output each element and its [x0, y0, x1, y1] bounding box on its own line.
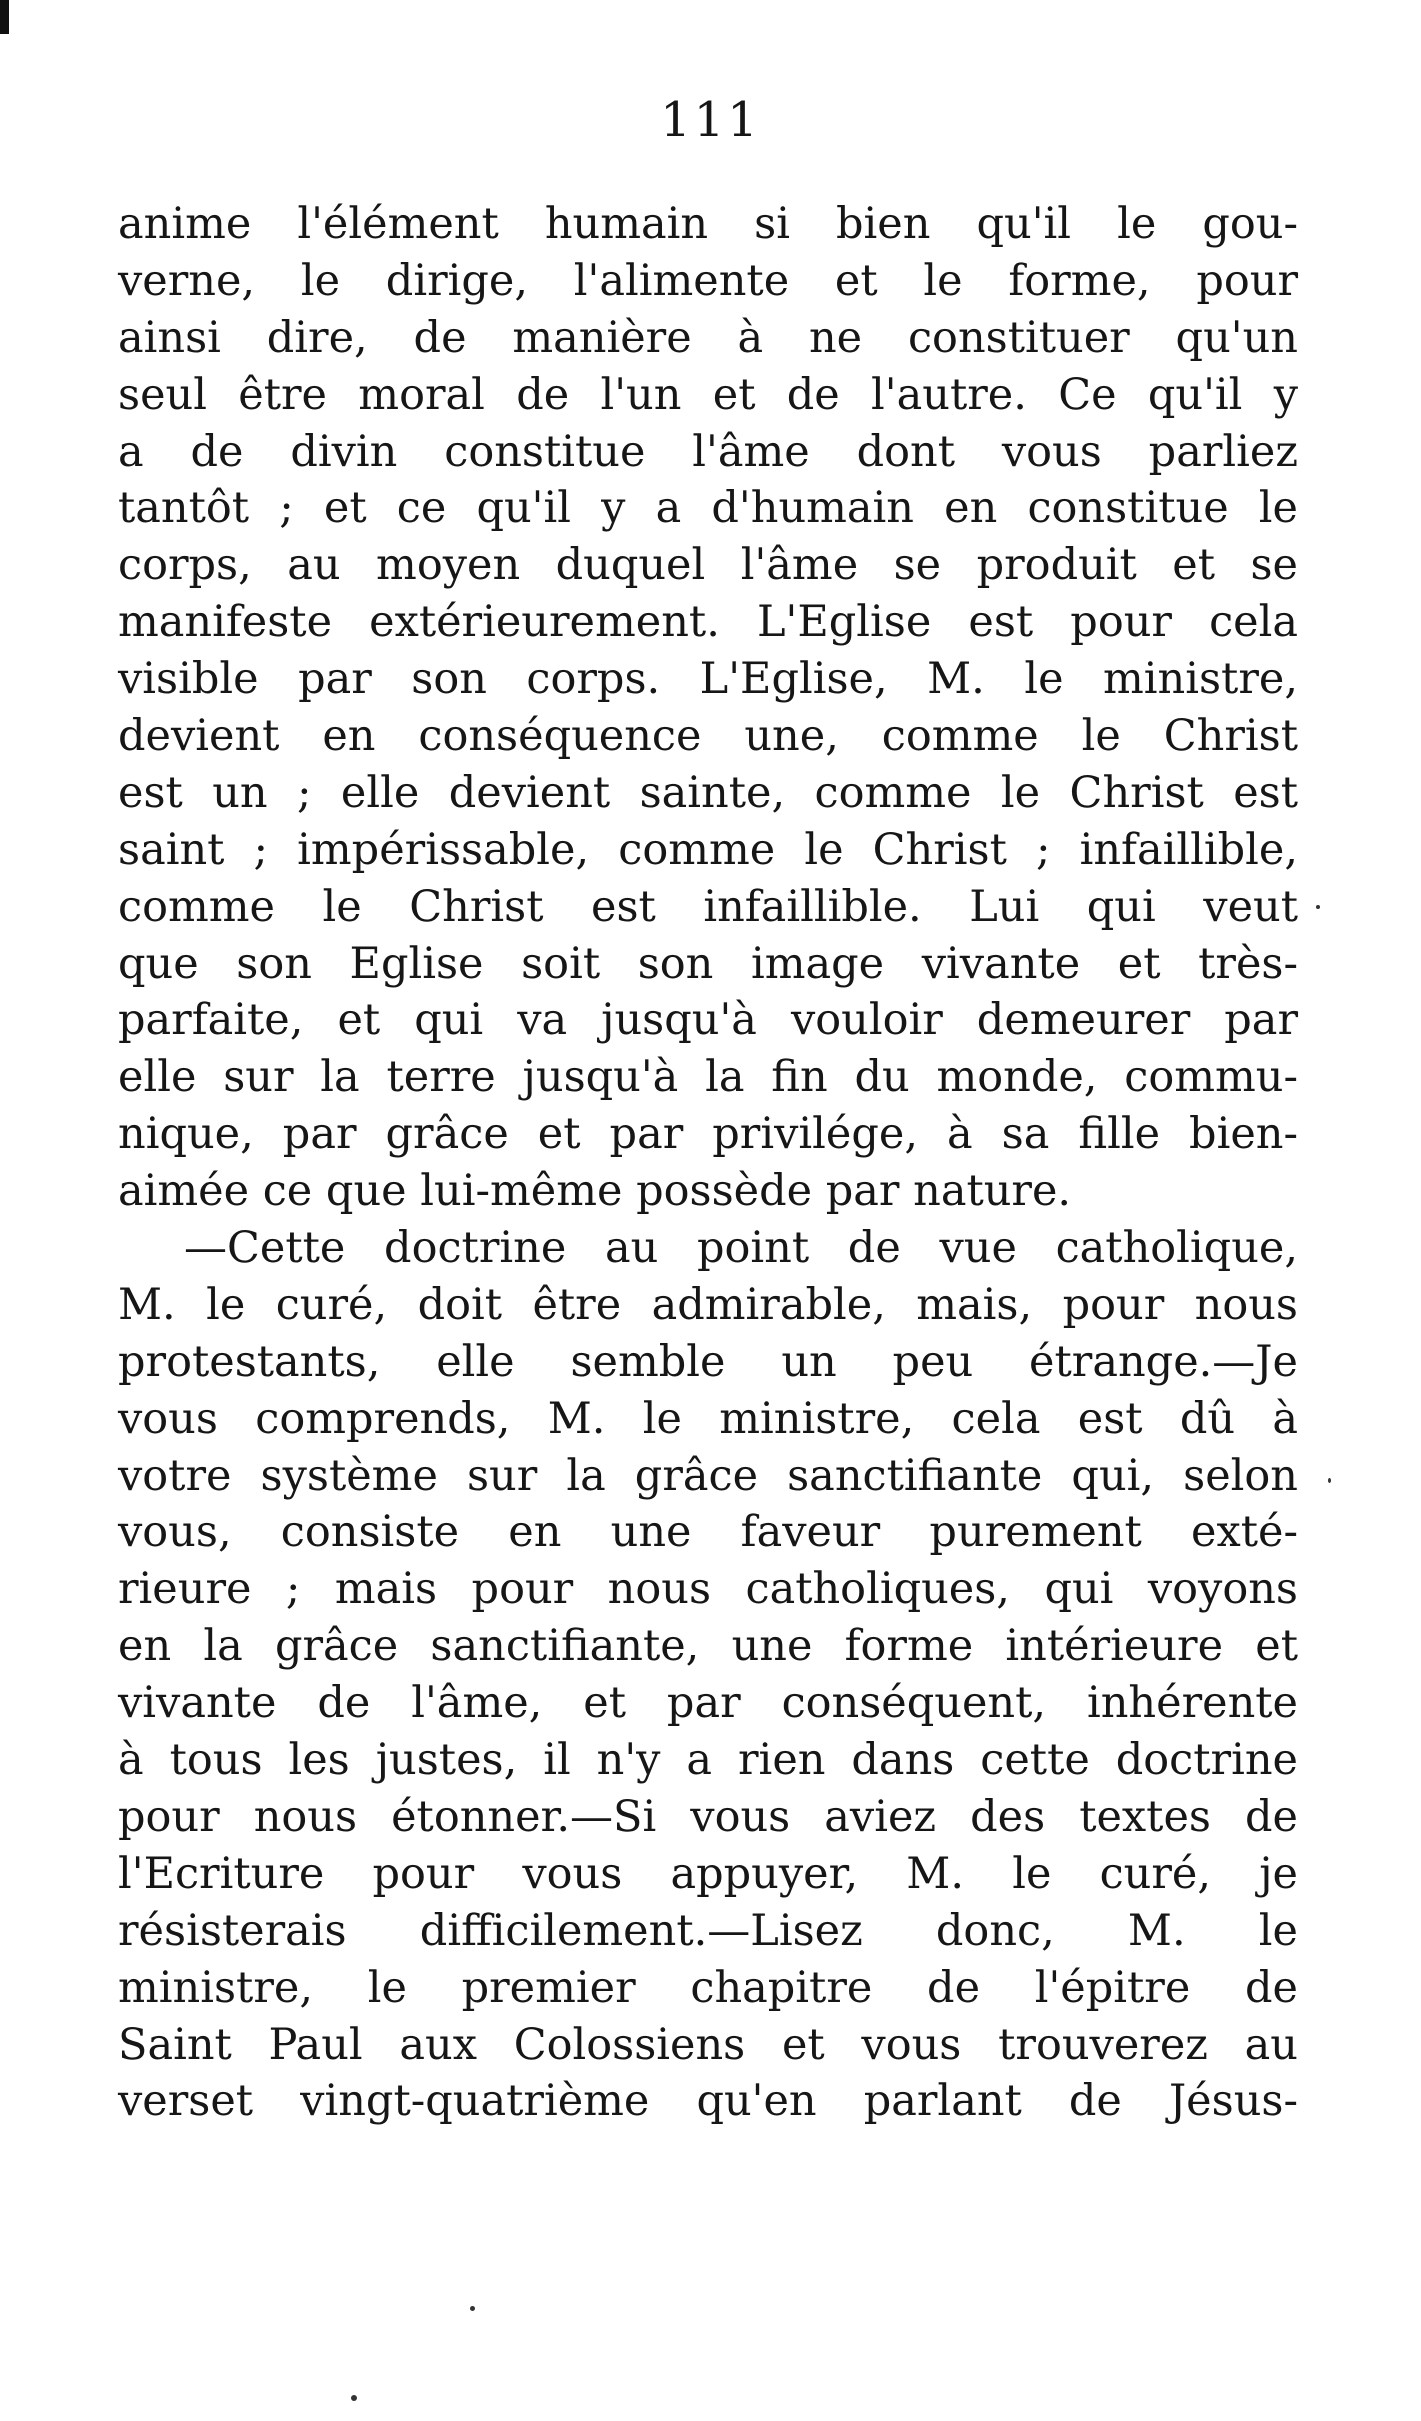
text-line: est un ; elle devient sainte, comme le Christ est: [118, 767, 1298, 818]
text-line: vous comprends, M. le ministre, cela est dû à: [118, 1393, 1298, 1444]
text-line: que son Eglise soit son image vivante et très-: [118, 938, 1298, 989]
text-line: devient en conséquence une, comme le Christ: [118, 711, 1298, 762]
text-line: vivante de l'âme, et par conséquent, inhérente: [118, 1678, 1298, 1729]
text-line: visible par son corps. L'Eglise, M. le ministre,: [118, 654, 1298, 705]
text-line: parfaite, et qui va jusqu'à vouloir demeurer par: [118, 995, 1298, 1046]
text-line: anime l'élément humain si bien qu'il le gou-: [118, 199, 1298, 249]
ink-speck: [470, 2306, 475, 2311]
text-line: vous, consiste en une faveur purement exté-: [118, 1507, 1298, 1558]
text-line: M. le curé, doit être admirable, mais, pour nous: [118, 1279, 1298, 1330]
text-line: votre système sur la grâce sanctifiante qui, selon: [118, 1450, 1298, 1501]
text-line: l'Ecriture pour vous appuyer, M. le curé, je: [118, 1848, 1298, 1899]
text-line: comme le Christ est infaillible. Lui qui veut: [118, 881, 1298, 932]
ink-speck: [351, 2395, 357, 2401]
text-line: résisterais difficilement.—Lisez donc, M. le: [118, 1905, 1298, 1956]
text-line: verne, le dirige, l'alimente et le forme, pour: [118, 255, 1298, 306]
text-line: elle sur la terre jusqu'à la fin du monde, commu-: [118, 1052, 1298, 1103]
page-edge-mark: [0, 0, 9, 34]
text-line: saint ; impérissable, comme le Christ ; infaillible,: [118, 824, 1298, 875]
text-line: à tous les justes, il n'y a rien dans cette doctrine: [118, 1735, 1298, 1786]
body-text: [118, 196, 1298, 2130]
text-line: tantôt ; et ce qu'il y a d'humain en constitue le: [118, 483, 1298, 534]
text-line: rieure ; mais pour nous catholiques, qui voyons: [118, 1564, 1298, 1615]
text-line: verset vingt-quatrième qu'en parlant de Jésus-: [118, 2076, 1298, 2127]
text-line: Saint Paul aux Colossiens et vous trouverez au: [118, 2019, 1298, 2070]
text-line: ainsi dire, de manière à ne constituer qu'un: [118, 312, 1298, 363]
text-line: ministre, le premier chapitre de l'épitre de: [118, 1962, 1298, 2013]
ink-speck: [1316, 905, 1320, 909]
text-line: manifeste extérieurement. L'Eglise est pour cela: [118, 597, 1298, 648]
text-line: corps, au moyen duquel l'âme se produit et se: [118, 540, 1298, 591]
text-line: protestants, elle semble un peu étrange.—Je: [118, 1336, 1298, 1387]
text-line: aimée ce que lui-même possède par nature.: [118, 1166, 1072, 1217]
text-line: —Cette doctrine au point de vue catholique,: [184, 1223, 1298, 1274]
ink-speck: [1328, 1478, 1331, 1483]
text-line: seul être moral de l'un et de l'autre. Ce qu'il y: [118, 369, 1298, 420]
text-line: a de divin constitue l'âme dont vous parliez: [118, 426, 1298, 477]
page-number: 111: [660, 92, 761, 148]
text-line: en la grâce sanctifiante, une forme intérieure et: [118, 1621, 1298, 1672]
text-line: pour nous étonner.—Si vous aviez des textes de: [118, 1791, 1298, 1842]
text-line: nique, par grâce et par privilége, à sa fille bien-: [118, 1109, 1298, 1160]
